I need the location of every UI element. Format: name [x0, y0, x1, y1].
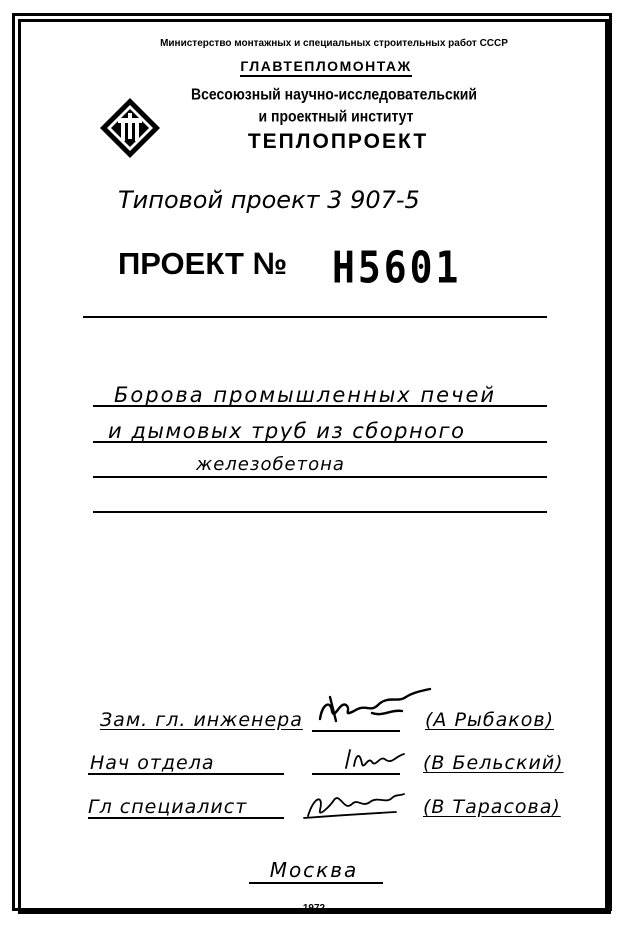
year: 1972	[302, 903, 326, 914]
title-line-3: железобетона	[196, 454, 345, 475]
project-label: ПРОЕКТ №	[118, 246, 288, 281]
signature-line-2	[312, 773, 400, 775]
institute-line-2: и проектный институт	[258, 107, 414, 125]
title-underline-3	[93, 476, 547, 478]
title-line-1: Борова промышленных печей	[114, 383, 497, 407]
city-name: Москва	[269, 858, 359, 882]
signatory-name-2: (В Бельский)	[423, 752, 564, 774]
role-underline-3	[88, 817, 284, 819]
title-underline-2	[93, 441, 547, 443]
signatory-role-2: Нач отдела	[90, 752, 215, 774]
role-underline-2	[88, 773, 284, 775]
typical-project-label: Типовой проект 3 907-5	[118, 186, 420, 214]
signatory-role-3: Гл специалист	[88, 796, 248, 818]
signatory-name-1: (А Рыбаков)	[425, 709, 554, 731]
title-line-2: и дымовых труб из сборного	[108, 419, 466, 443]
main-department	[12, 58, 628, 74]
signature-3	[300, 786, 410, 822]
separator-line	[83, 316, 547, 318]
city-underline	[249, 882, 383, 884]
signature-2	[340, 742, 410, 772]
institute-line-1: Всесоюзный научно-исследовательский	[191, 85, 477, 103]
signature-line-1	[312, 730, 400, 732]
city-block	[0, 858, 628, 882]
signature-1	[312, 683, 438, 729]
signatory-name-3: (В Тарасова)	[423, 796, 561, 818]
title-underline-1	[93, 405, 547, 407]
institute-name: ТЕПЛОПРОЕКТ	[247, 130, 429, 153]
signatory-role-1: Зам. гл. инженера	[100, 709, 303, 731]
project-number: Н5601	[332, 242, 462, 293]
title-underline-4	[93, 511, 547, 513]
main-department-text: ГЛАВТЕПЛОМОНТАЖ	[240, 58, 411, 77]
ministry-name: Министерство монтажных и специальных строительных работ СССР	[160, 38, 508, 49]
